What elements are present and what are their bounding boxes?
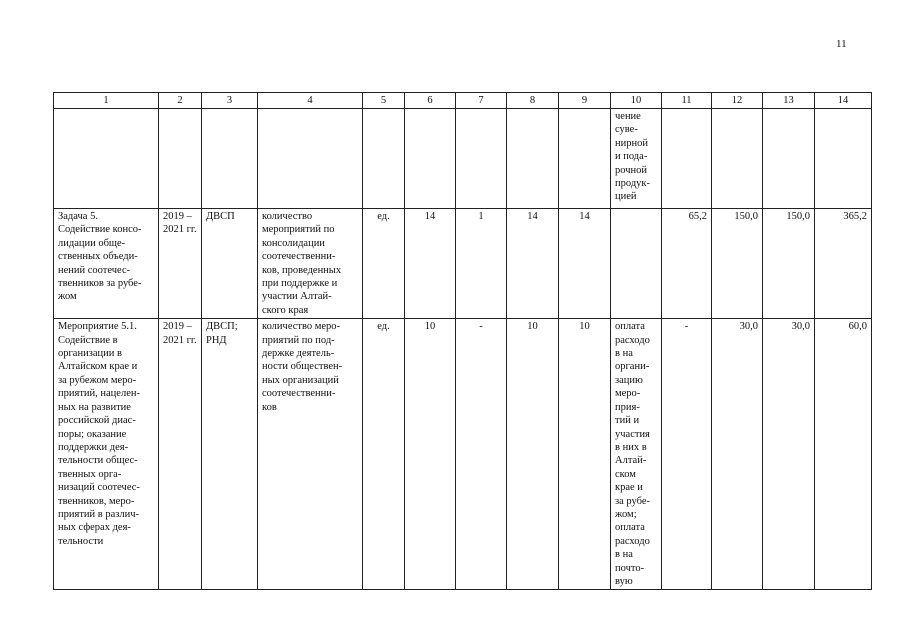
value-cell: 14 <box>507 209 559 319</box>
amount-cell: 65,2 <box>662 209 712 319</box>
task-title-cell: Задача 5. Содействие консо- лидации обще- ственных объеди- нений соотечес- твенников за рубе- жом <box>54 209 159 319</box>
table-cell <box>763 109 815 209</box>
expense-description-cell: оплата расходо в на органи- зацию меро- прия- тий и участия в них в Алтай- ском крае и за рубе- жом; оплата расходо в на почто- вую <box>611 319 662 590</box>
column-header: 10 <box>611 93 662 109</box>
period-cell: 2019 – 2021 гг. <box>159 209 202 319</box>
column-header: 9 <box>559 93 611 109</box>
column-header: 6 <box>405 93 456 109</box>
column-header: 13 <box>763 93 815 109</box>
table-cell <box>456 109 507 209</box>
table-cell <box>559 109 611 209</box>
value-cell: 14 <box>405 209 456 319</box>
amount-cell: 365,2 <box>815 209 872 319</box>
table-row-continued <box>54 109 872 209</box>
program-table <box>53 92 872 590</box>
amount-cell: - <box>662 319 712 590</box>
table-cell <box>363 109 405 209</box>
table-cell <box>54 109 159 209</box>
value-cell: 10 <box>507 319 559 590</box>
column-header: 1 <box>54 93 159 109</box>
column-header: 12 <box>712 93 763 109</box>
table-cell <box>712 109 763 209</box>
value-cell: 1 <box>456 209 507 319</box>
table-row-event-5-1 <box>54 319 872 590</box>
column-header: 8 <box>507 93 559 109</box>
table-cell <box>159 109 202 209</box>
column-header: 3 <box>202 93 258 109</box>
column-header: 4 <box>258 93 363 109</box>
header-row <box>54 93 872 109</box>
amount-cell: 150,0 <box>712 209 763 319</box>
column-header: 2 <box>159 93 202 109</box>
value-cell: 10 <box>405 319 456 590</box>
table-cell-expense-description: чение суве- нирной и пода- рочной продук- цией <box>611 109 662 209</box>
table-cell <box>405 109 456 209</box>
page-number: 11 <box>836 38 847 50</box>
table-row-task-5 <box>54 209 872 319</box>
amount-cell: 30,0 <box>763 319 815 590</box>
amount-cell: 150,0 <box>763 209 815 319</box>
period-cell: 2019 – 2021 гг. <box>159 319 202 590</box>
table-cell <box>662 109 712 209</box>
unit-cell: ед. <box>363 209 405 319</box>
executor-cell: ДВСП; РНД <box>202 319 258 590</box>
table-cell <box>507 109 559 209</box>
table-cell <box>258 109 363 209</box>
event-title-cell: Мероприятие 5.1. Содействие в организации в Алтайском крае и за рубежом меро- приятий, нацелен- ных на развитие российской диас- поры; оказание поддержки дея- тельности общес- твенных орга- низаций соотечес- твенников, меро- приятий в различ- ных сферах дея- тельности <box>54 319 159 590</box>
table-cell <box>815 109 872 209</box>
value-cell: - <box>456 319 507 590</box>
value-cell: 14 <box>559 209 611 319</box>
column-header: 5 <box>363 93 405 109</box>
table-cell <box>202 109 258 209</box>
column-header: 14 <box>815 93 872 109</box>
amount-cell: 60,0 <box>815 319 872 590</box>
amount-cell: 30,0 <box>712 319 763 590</box>
expense-description-cell <box>611 209 662 319</box>
unit-cell: ед. <box>363 319 405 590</box>
value-cell: 10 <box>559 319 611 590</box>
indicator-cell: количество меро- приятий по под- держке деятель- ности обществен- ных организаций соотечественни- ков <box>258 319 363 590</box>
column-header: 11 <box>662 93 712 109</box>
column-header: 7 <box>456 93 507 109</box>
indicator-cell: количество мероприятий по консолидации соотечественни- ков, проведенных при поддержке и участии Алтай- ского края <box>258 209 363 319</box>
executor-cell: ДВСП <box>202 209 258 319</box>
